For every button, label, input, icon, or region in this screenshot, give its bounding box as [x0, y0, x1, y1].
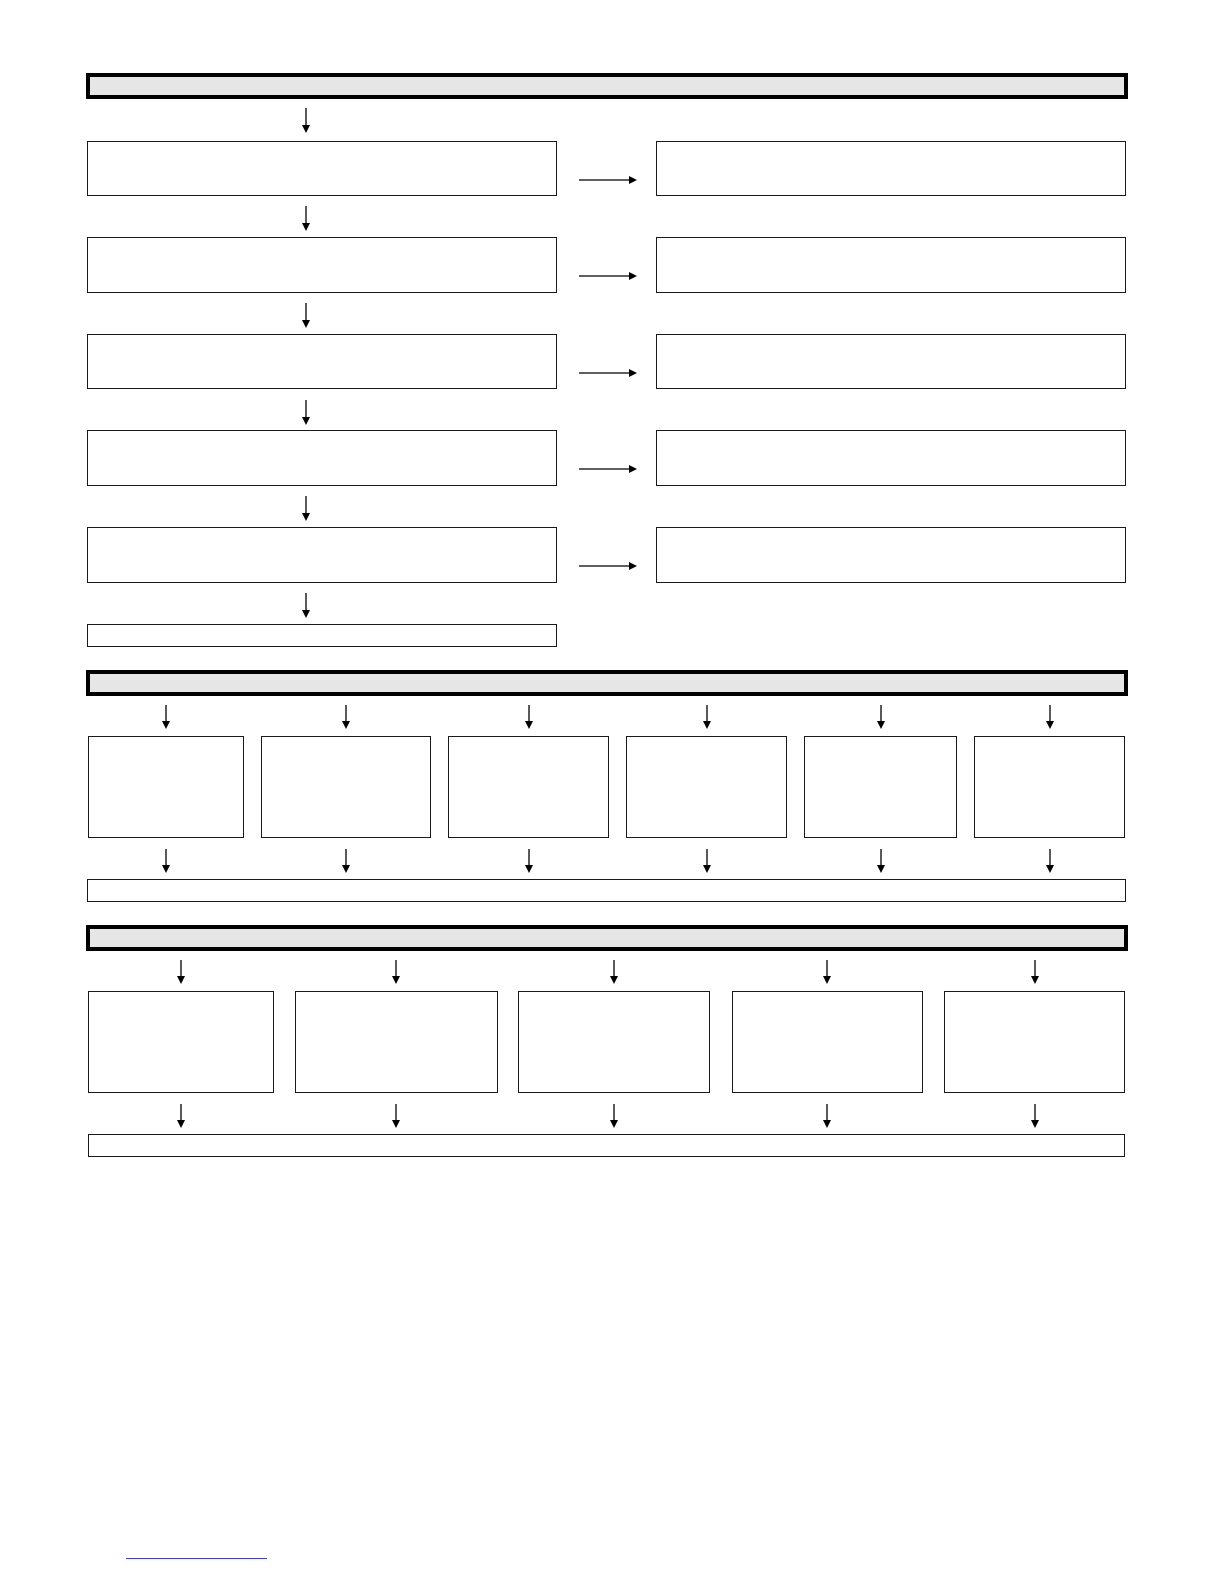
- step-5-box: [87, 527, 557, 583]
- section-2-option-2: [261, 736, 431, 838]
- step-3-side-box: [656, 334, 1126, 389]
- section-3-result-box: [88, 1134, 1125, 1157]
- step-4-box: [87, 430, 557, 486]
- section-3-option-5: [944, 991, 1125, 1093]
- section-2-option-5: [804, 736, 957, 838]
- section-3-option-2: [295, 991, 498, 1093]
- step-1-box: [87, 141, 557, 196]
- section-3-option-3: [518, 991, 710, 1093]
- section-2-option-4: [626, 736, 787, 838]
- step-2-side-box: [656, 237, 1126, 293]
- step-1-side-box: [656, 141, 1126, 196]
- section-3-option-1: [88, 991, 274, 1093]
- section-1-header: [86, 73, 1128, 99]
- section-1-result-box: [87, 624, 557, 647]
- section-2-option-1: [88, 736, 244, 838]
- step-2-box: [87, 237, 557, 293]
- step-5-side-box: [656, 527, 1126, 583]
- section-2-header: [86, 670, 1128, 696]
- footer-link-underline: [126, 1558, 267, 1559]
- section-3-header: [86, 925, 1128, 951]
- section-2-option-6: [974, 736, 1125, 838]
- section-2-result-box: [87, 879, 1126, 902]
- section-3-option-4: [732, 991, 923, 1093]
- step-3-box: [87, 334, 557, 389]
- step-4-side-box: [656, 430, 1126, 486]
- section-2-option-3: [448, 736, 609, 838]
